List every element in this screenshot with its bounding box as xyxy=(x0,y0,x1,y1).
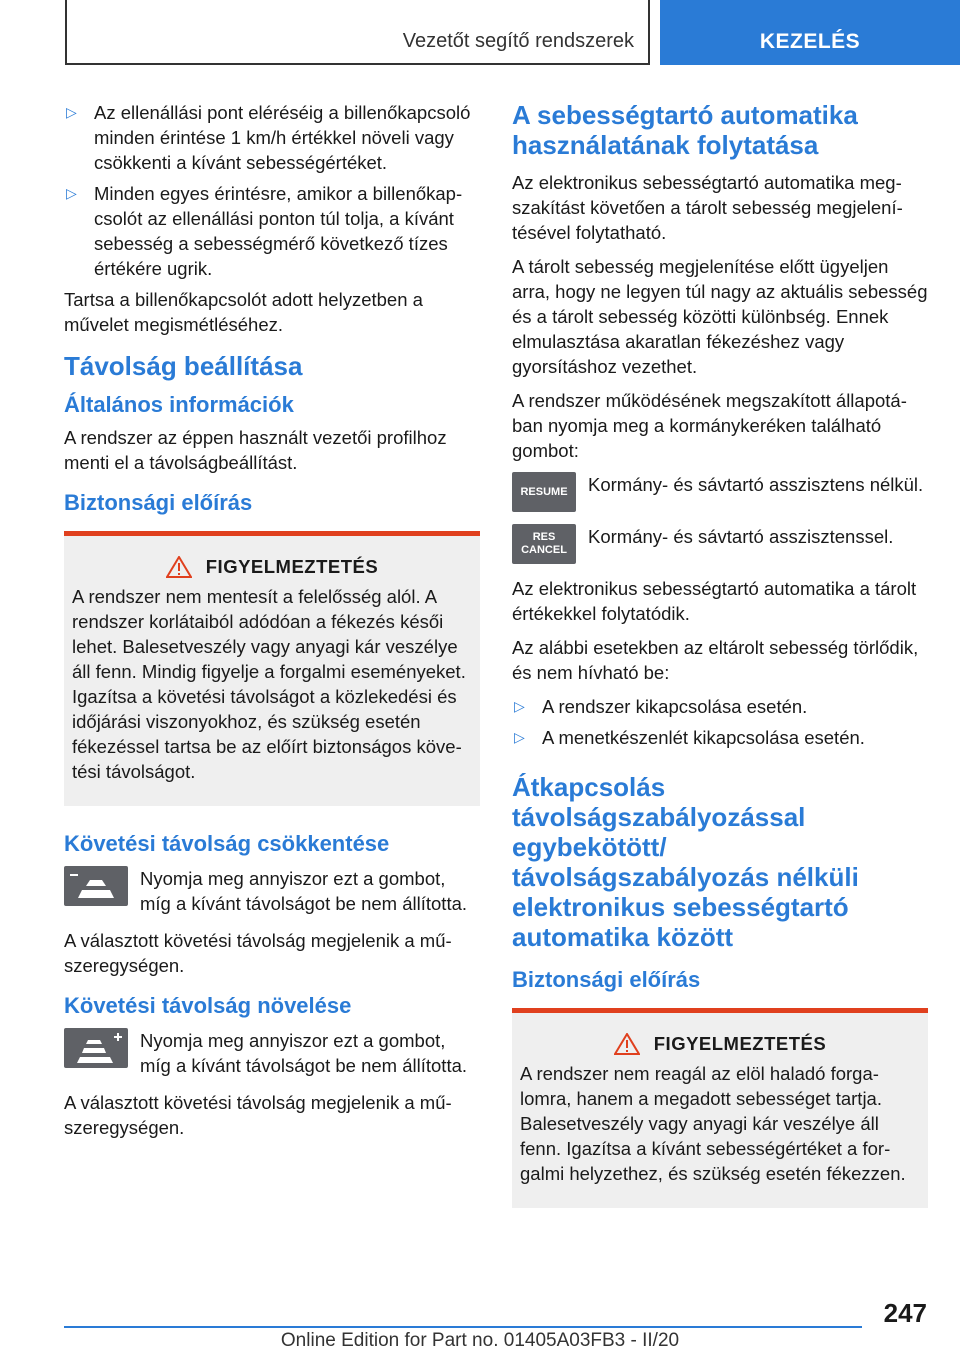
list-item: ▷ Minden egyes érintésre, amikor a billenőkapcsolót az ellenállási ponton túl tolja, a kívánt sebesség a sebességmérő következő tízes értékére ugrik. xyxy=(66,183,463,279)
paragraph: A választott követési távolság megjelenik a műszeregységen. xyxy=(64,930,452,976)
distance-increase-button-icon xyxy=(64,1028,128,1068)
heading-continue: A sebességtartó automatika használatának folytatása xyxy=(512,100,858,160)
heading-safety: Biztonsági előírás xyxy=(512,967,701,992)
heading-switch: Átkapcsolás távolságszabályozással egybekötött/ távolságszabályozás nélküli elektronikus sebességtartó automatika között xyxy=(512,772,859,952)
decrease-text: Nyomja meg annyiszor ezt a gombot, míg a kívánt távolságot be nem állította. xyxy=(140,868,468,914)
rescancel-text: Kormány- és sávtartó asszisztenssel. xyxy=(588,526,894,547)
left-column xyxy=(64,100,480,1149)
res-cancel-button-icon: RES CANCEL xyxy=(512,524,576,564)
resume-row xyxy=(512,472,928,512)
warning-text: A rendszer nem reagál az elöl haladó forgalomra, hanem a megadott sebességet tartja. Balesetveszély vagy anyagi kár veszélye áll fenn. Igazítsa a kívánt sebességértéket a forgalmi helyzethez, és szükség esetén fékezzen. xyxy=(520,1063,906,1184)
paragraph: Tartsa a billenőkapcsolót adott helyzetben a művelet megismétléséhez. xyxy=(64,289,423,335)
warning-text: A rendszer nem mentesít a felelősség alól. A rendszer korlátaiból adódóan a fékezés késői lehet. Balesetveszély vagy anyagi kár veszélye áll fenn. Mindig figyelje a forgalmi eseményeket. Igazítsa a követési távolságot a közlekedési és időjárási viszonyokhoz, és szükség esetén fékezéssel tartsa be az előírt biztonságos követési távolságot. xyxy=(72,586,466,782)
paragraph: A választott követési távolság megjelenik a műszeregységen. xyxy=(64,1092,452,1138)
paragraph: Az elektronikus sebességtartó automatika a tárolt értékekkel folytatódik. xyxy=(512,578,917,624)
rescancel-row xyxy=(512,524,928,564)
heading-general: Általános információk xyxy=(64,392,294,417)
heading-increase: Követési távolság növelése xyxy=(64,993,352,1018)
triangle-bullet-icon: ▷ xyxy=(66,104,77,120)
footer-rule xyxy=(64,1326,862,1328)
paragraph: A rendszer működésének megszakított állapotában nyomja meg a kormánykeréken található gombot: xyxy=(512,390,907,461)
distance-decrease-button-icon xyxy=(64,866,128,906)
footer-edition: Online Edition for Part no. 01405A03FB3 - II/20 xyxy=(0,1330,960,1352)
warning-title: FIGYELMEZTETÉS xyxy=(205,556,379,577)
header-section-tab xyxy=(660,0,960,65)
paragraph: A rendszer az éppen használt vezetői profilhoz menti el a távolságbeállítást. xyxy=(64,427,447,473)
warning-box xyxy=(512,1008,928,1208)
triangle-bullet-icon: ▷ xyxy=(514,698,525,714)
resume-text: Kormány- és sávtartó asszisztens nélkül. xyxy=(588,474,924,495)
section-title: KEZELÉS xyxy=(759,30,861,53)
warning-header xyxy=(520,1033,920,1055)
list-item: ▷ A menetkészenlét kikapcsolása esetén. xyxy=(514,727,865,748)
warning-box xyxy=(64,531,480,806)
warning-header xyxy=(72,556,472,578)
increase-row xyxy=(64,1028,480,1078)
paragraph: Az alábbi esetekben az eltárolt sebesség törlődik, és nem hívható be: xyxy=(512,637,919,683)
chapter-title: Vezetőt segítő rendszerek xyxy=(402,30,634,52)
heading-decrease: Követési távolság csökkentése xyxy=(64,831,390,856)
warning-triangle-icon xyxy=(614,1033,640,1055)
heading-distance: Távolság beállítása xyxy=(64,351,303,381)
triangle-bullet-icon: ▷ xyxy=(514,729,525,745)
triangle-bullet-icon: ▷ xyxy=(66,185,77,201)
header-chapter-box xyxy=(65,0,650,65)
warning-triangle-icon xyxy=(166,556,192,578)
page-number: 247 xyxy=(883,1298,927,1328)
paragraph: Az elektronikus sebességtartó automatika megszakítást követően a tárolt sebesség megjelenítésével folytatható. xyxy=(512,172,903,243)
decrease-row xyxy=(64,866,480,916)
increase-text: Nyomja meg annyiszor ezt a gombot, míg a kívánt távolságot be nem állította. xyxy=(140,1030,468,1076)
list-item: ▷ A rendszer kikapcsolása esetén. xyxy=(514,696,808,717)
paragraph: A tárolt sebesség megjelenítése előtt ügyeljen arra, hogy ne legyen túl nagy az aktuális sebesség és a tárolt sebesség közötti különbség. Ennek elmulasztása akaratlan fékezéshez vagy gyorsításhoz vezethet. xyxy=(512,256,928,377)
list-item: ▷ Az ellenállási pont eléréséig a billenőkapcsoló minden érintése 1 km/h értékkel növeli vagy csökkenti a kívánt sebességértéket. xyxy=(66,102,471,173)
warning-title: FIGYELMEZTETÉS xyxy=(653,1033,827,1054)
heading-safety: Biztonsági előírás xyxy=(64,490,253,515)
resume-button-icon: RESUME xyxy=(512,472,576,512)
right-column xyxy=(512,100,928,1208)
